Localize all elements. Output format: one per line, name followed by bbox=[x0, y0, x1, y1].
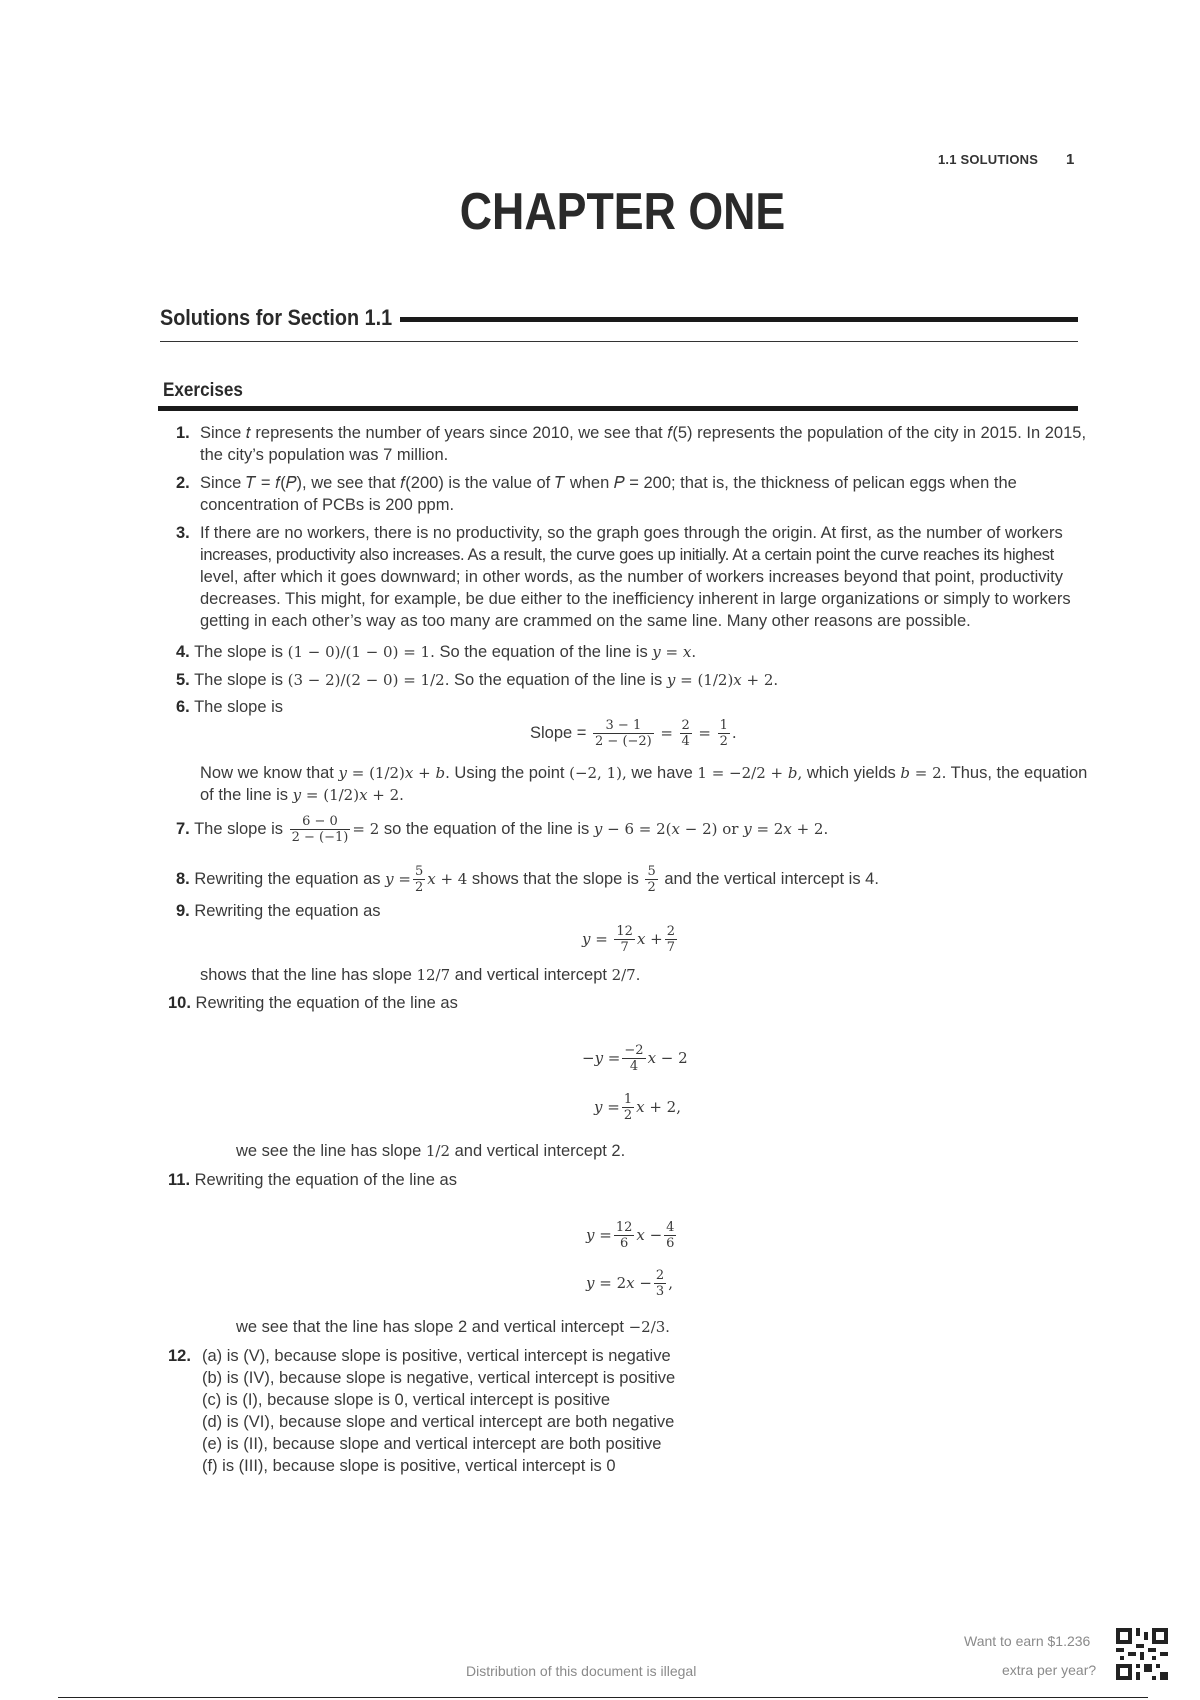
numerator: −2 bbox=[624, 1043, 644, 1058]
list-item: (a) is (V), because slope is positive, vertical intercept is negative bbox=[202, 1347, 671, 1365]
math-expression: 𝑦 = (1/2)𝑥 + 2. bbox=[292, 786, 404, 804]
exercise-text: getting in each other’s way as too many are crammed on the same line. Many other reasons are possible. bbox=[200, 612, 971, 630]
equation bbox=[594, 1092, 681, 1123]
numerator: 4 bbox=[666, 1220, 675, 1235]
list-item: (f) is (III), because slope is positive, vertical intercept is 0 bbox=[202, 1457, 616, 1475]
promo-text[interactable]: extra per year? bbox=[1002, 1662, 1097, 1678]
chapter-title: CHAPTER ONE bbox=[459, 183, 786, 241]
exercise-text: we see that the line has slope 2 and vertical intercept bbox=[236, 1318, 629, 1336]
exercise-text: level, after which it goes downward; in other words, as the number of workers increases beyond that point, productivity bbox=[200, 568, 1064, 586]
numerator: 1 bbox=[623, 1092, 633, 1107]
numerator: 6 − 0 bbox=[290, 814, 351, 830]
exercise-number: 3. bbox=[176, 524, 190, 542]
denominator: 2 bbox=[719, 734, 728, 749]
promo-text[interactable]: Want to earn $1.236 bbox=[964, 1633, 1091, 1649]
denominator: 2 bbox=[623, 1108, 633, 1123]
math-expression: 𝑦 = bbox=[582, 929, 608, 948]
exercise-text: Rewriting the equation as bbox=[194, 869, 386, 888]
exercise-text: Since 𝑡 represents the number of years since 2010, we see that 𝑓(5) represents the population of the city in 2015. In 2015, bbox=[200, 424, 1087, 442]
exercise-text: of the line is bbox=[200, 786, 293, 804]
denominator: 4 bbox=[681, 734, 690, 749]
math-expression: 12/7 bbox=[416, 966, 451, 984]
numerator: 1 bbox=[719, 718, 728, 733]
slope-equation: Slope = $\frac{3 - 1}{2 - (-2)}$ = $\frac{2}{4}$ = $\frac{1}{2}$ . bbox=[530, 718, 737, 749]
exercises-rule bbox=[158, 406, 1078, 411]
math-expression: 1 = −2/2 + 𝑏, bbox=[697, 764, 803, 782]
distribution-notice: Distribution of this document is illegal bbox=[466, 1663, 697, 1679]
numerator: 2 bbox=[681, 718, 690, 733]
page-number: 1 bbox=[1066, 151, 1075, 168]
denominator: 3 bbox=[655, 1284, 665, 1299]
math-expression: (1 − 0)/(1 − 0) = 1. bbox=[287, 643, 435, 661]
exercise-number: 10. bbox=[168, 994, 191, 1012]
exercise-text: decreases. This might, for example, be due either to the inefficiency inherent in large organizations or simply to workers bbox=[200, 590, 1071, 608]
exercise-number: 9. bbox=[176, 902, 190, 920]
numerator: 12 bbox=[615, 1220, 633, 1235]
exercise-number: 8. bbox=[176, 869, 190, 888]
fraction bbox=[718, 718, 730, 749]
exercise-text: The slope is bbox=[194, 819, 288, 838]
exercise-4 bbox=[176, 643, 696, 662]
exercise-text: concentration of PCBs is 200 ppm. bbox=[200, 496, 455, 514]
exercise-text: we have bbox=[626, 764, 698, 782]
section-rule bbox=[400, 317, 1078, 322]
exercise-text: and vertical intercept 2. bbox=[450, 1142, 626, 1160]
fraction bbox=[593, 718, 654, 749]
equation bbox=[586, 1268, 673, 1299]
exercise-text: Since 𝑇 = 𝑓(𝑃), we see that 𝑓(200) is the value of 𝑇 when 𝑃 = 200; that is, the thickness of pelican eggs when the bbox=[200, 474, 1017, 492]
math-expression: 𝑦 = bbox=[586, 1225, 612, 1244]
exercise-text: . bbox=[635, 966, 641, 984]
math-expression: 𝑥 − 2 bbox=[647, 1048, 688, 1067]
exercises-heading: Exercises bbox=[163, 380, 243, 401]
numerator: 5 bbox=[414, 864, 424, 879]
section-divider bbox=[160, 341, 1078, 342]
exercise-number: 7. bbox=[176, 819, 190, 838]
denominator: 7 bbox=[666, 940, 676, 955]
equation-label: Slope = bbox=[530, 723, 587, 742]
math-expression: 𝑏 = 2. bbox=[900, 764, 947, 782]
denominator: 2 bbox=[647, 880, 656, 895]
math-expression: 𝑥 + 4 bbox=[427, 869, 468, 888]
exercise-number: 5. bbox=[176, 671, 190, 689]
math-expression: 𝑦 = (1/2)𝑥 + 2. bbox=[666, 671, 779, 689]
denominator: 6 bbox=[619, 1236, 629, 1251]
math-expression: 1/2 bbox=[425, 1142, 451, 1160]
fraction bbox=[654, 1268, 666, 1299]
exercise-text: which yields bbox=[802, 764, 901, 782]
numerator: 5 bbox=[647, 864, 656, 879]
list-item: (b) is (IV), because slope is negative, vertical intercept is positive bbox=[202, 1369, 676, 1387]
exercise-number: 12. bbox=[168, 1347, 191, 1365]
equation bbox=[586, 1220, 678, 1251]
list-item: (e) is (II), because slope and vertical intercept are both positive bbox=[202, 1435, 662, 1453]
math-expression: 𝑥 + 2, bbox=[636, 1097, 681, 1116]
fraction bbox=[290, 814, 351, 845]
exercise-text: Thus, the equation bbox=[946, 764, 1088, 782]
fraction bbox=[413, 864, 425, 895]
exercise-text: So the equation of the line is bbox=[434, 643, 653, 661]
running-head: 1.1 SOLUTIONS bbox=[938, 152, 1039, 167]
denominator: 2 − (−1) bbox=[291, 830, 349, 845]
math-expression: , bbox=[668, 1273, 673, 1292]
exercise-5 bbox=[176, 671, 778, 690]
fraction bbox=[614, 924, 635, 955]
exercise-text: Using the point bbox=[449, 764, 570, 782]
exercise-text: Rewriting the equation as bbox=[194, 902, 381, 920]
exercise-number: 11. bbox=[168, 1171, 191, 1189]
numerator: 2 bbox=[666, 924, 676, 939]
math-expression: −2/3 bbox=[628, 1318, 666, 1336]
exercise-text: shows that the line has slope bbox=[200, 966, 417, 984]
fraction bbox=[665, 924, 677, 955]
math-expression: = 2 bbox=[352, 819, 380, 838]
math-expression: (−2, 1), bbox=[569, 764, 627, 782]
qr-code-icon[interactable] bbox=[1116, 1628, 1168, 1680]
math-expression: 2/7 bbox=[611, 966, 636, 984]
math-expression: (3 − 2)/(2 − 0) = 1/2. bbox=[287, 671, 450, 689]
denominator: 4 bbox=[629, 1059, 639, 1074]
exercise-text: so the equation of the line is bbox=[379, 819, 594, 838]
exercise-number: 2. bbox=[176, 474, 190, 492]
exercise-8 bbox=[176, 864, 879, 895]
denominator: 2 − (−2) bbox=[595, 734, 652, 749]
fraction bbox=[645, 864, 657, 895]
exercise-text: Now we know that bbox=[200, 764, 339, 782]
exercise-text: If there are no workers, there is no productivity, so the graph goes through the origin. At first, as the number of workers bbox=[200, 524, 1063, 542]
exercise-text: increases, productivity also increases. As a result, the curve goes up initially. At a certain point the curve reaches its highest bbox=[200, 546, 1054, 564]
math-expression: 𝑦 − 6 = 2(𝑥 − 2) or 𝑦 = 2𝑥 + 2. bbox=[593, 819, 829, 838]
denominator: 6 bbox=[666, 1236, 675, 1251]
numerator: 12 bbox=[616, 924, 633, 939]
exercise-7 bbox=[176, 814, 828, 845]
math-expression: 𝑦 = (1/2)𝑥 + 𝑏. bbox=[338, 764, 450, 782]
math-expression: 𝑦 = bbox=[385, 869, 411, 888]
equation bbox=[582, 924, 679, 955]
math-expression: 𝑥 + bbox=[636, 929, 663, 948]
denominator: 7 bbox=[620, 940, 629, 955]
fraction bbox=[622, 1043, 645, 1074]
fraction bbox=[622, 1092, 634, 1123]
list-item: (d) is (VI), because slope and vertical intercept are both negative bbox=[202, 1413, 675, 1431]
exercise-number: 1. bbox=[176, 424, 190, 442]
math-expression: 𝑦 = 𝑥. bbox=[652, 643, 697, 661]
exercise-number: 6. bbox=[176, 698, 190, 716]
bottom-rule bbox=[58, 1697, 1148, 1698]
list-item: (c) is (I), because slope is 0, vertical intercept is positive bbox=[202, 1391, 611, 1409]
exercise-text: the city’s population was 7 million. bbox=[200, 446, 449, 464]
exercise-text: we see the line has slope bbox=[236, 1142, 426, 1160]
exercise-text: The slope is bbox=[194, 698, 284, 716]
math-expression: −𝑦 = bbox=[582, 1048, 621, 1067]
exercise-text: Rewriting the equation of the line as bbox=[195, 994, 458, 1012]
exercise-text: . bbox=[665, 1318, 670, 1336]
numerator: 2 bbox=[655, 1268, 665, 1283]
fraction bbox=[664, 1220, 676, 1251]
exercise-text: shows that the slope is bbox=[467, 869, 644, 888]
exercise-number: 4. bbox=[176, 643, 190, 661]
exercise-text: and the vertical intercept is 4. bbox=[659, 869, 879, 888]
denominator: 2 bbox=[414, 880, 424, 895]
numerator: 3 − 1 bbox=[593, 718, 654, 734]
exercise-text: The slope is bbox=[194, 671, 288, 689]
equation bbox=[582, 1043, 688, 1074]
math-expression: 𝑦 = bbox=[594, 1097, 620, 1116]
math-expression: 𝑥 − bbox=[636, 1225, 663, 1244]
section-title: Solutions for Section 1.1 bbox=[160, 305, 393, 330]
fraction bbox=[614, 1220, 635, 1251]
math-expression: 𝑦 = 2𝑥 − bbox=[586, 1273, 652, 1292]
exercise-text: The slope is bbox=[194, 643, 288, 661]
exercise-text: So the equation of the line is bbox=[449, 671, 667, 689]
exercise-text: Rewriting the equation of the line as bbox=[194, 1171, 457, 1189]
exercise-text: and vertical intercept bbox=[450, 966, 612, 984]
fraction bbox=[680, 718, 692, 749]
